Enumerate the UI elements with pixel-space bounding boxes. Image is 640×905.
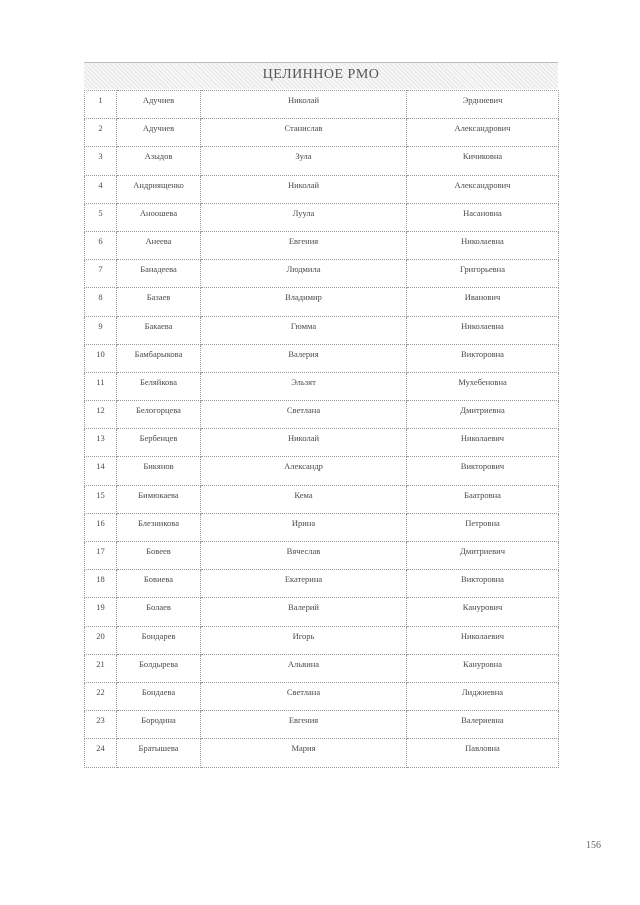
row-number-cell: 11 [85,372,117,400]
first-name-cell: Вячеслав [201,542,407,570]
last-name-cell: Анеева [117,231,201,259]
patronymic-cell: Викторовна [407,344,559,372]
first-name-cell: Владимир [201,288,407,316]
patronymic-cell: Александрович [407,175,559,203]
patronymic-cell: Викторович [407,457,559,485]
first-name-cell: Людмила [201,260,407,288]
last-name-cell: Бондарев [117,626,201,654]
first-name-cell: Луула [201,203,407,231]
last-name-cell: Адучиев [117,91,201,119]
page-number: 156 [586,840,601,851]
last-name-cell: Бакаева [117,316,201,344]
table-row [85,203,559,231]
last-name-cell: Бикянов [117,457,201,485]
first-name-cell: Ирина [201,513,407,541]
table-row [85,401,559,429]
table-row [85,316,559,344]
row-number-cell: 3 [85,147,117,175]
table-row [85,598,559,626]
patronymic-cell: Дмитриевна [407,401,559,429]
first-name-cell: Альвина [201,654,407,682]
first-name-cell: Станислав [201,119,407,147]
table-row [85,513,559,541]
first-name-cell: Игорь [201,626,407,654]
last-name-cell: Адучиев [117,119,201,147]
last-name-cell: Белогорцева [117,401,201,429]
patronymic-cell: Канурович [407,598,559,626]
first-name-cell: Александр [201,457,407,485]
patronymic-cell: Насановна [407,203,559,231]
last-name-cell: Базаев [117,288,201,316]
first-name-cell: Эльзят [201,372,407,400]
row-number-cell: 10 [85,344,117,372]
first-name-cell: Мария [201,739,407,767]
document-title: ЦЕЛИННОЕ РМО [262,67,380,82]
row-number-cell: 17 [85,542,117,570]
row-number-cell: 19 [85,598,117,626]
last-name-cell: Болдырева [117,654,201,682]
table-row [85,231,559,259]
table-row [85,175,559,203]
row-number-cell: 21 [85,654,117,682]
last-name-cell: Бовиева [117,570,201,598]
table-row [85,429,559,457]
table-row [85,626,559,654]
last-name-cell: Андриященко [117,175,201,203]
row-number-cell: 23 [85,711,117,739]
row-number-cell: 14 [85,457,117,485]
last-name-cell: Азыдов [117,147,201,175]
row-number-cell: 6 [85,231,117,259]
table-row [85,570,559,598]
last-name-cell: Братышева [117,739,201,767]
first-name-cell: Светлана [201,682,407,710]
row-number-cell: 8 [85,288,117,316]
first-name-cell: Валерий [201,598,407,626]
first-name-cell: Светлана [201,401,407,429]
row-number-cell: 1 [85,91,117,119]
table-row [85,739,559,767]
row-number-cell: 18 [85,570,117,598]
patronymic-cell: Лиджиевна [407,682,559,710]
row-number-cell: 13 [85,429,117,457]
first-name-cell: Евгения [201,231,407,259]
table-row [85,542,559,570]
roster-table [84,90,559,768]
first-name-cell: Евгения [201,711,407,739]
patronymic-cell: Николаевна [407,231,559,259]
row-number-cell: 16 [85,513,117,541]
row-number-cell: 7 [85,260,117,288]
last-name-cell: Бербенцев [117,429,201,457]
patronymic-cell: Баатровна [407,485,559,513]
table-row [85,654,559,682]
table-row [85,682,559,710]
patronymic-cell: Петровна [407,513,559,541]
patronymic-cell: Кичиковна [407,147,559,175]
patronymic-cell: Григорьевна [407,260,559,288]
row-number-cell: 15 [85,485,117,513]
table-row [85,372,559,400]
patronymic-cell: Мухебеновна [407,372,559,400]
first-name-cell: Николай [201,175,407,203]
last-name-cell: Бимюкаева [117,485,201,513]
row-number-cell: 20 [85,626,117,654]
document-header [84,62,558,89]
table-row [85,288,559,316]
last-name-cell: Бамбарыкова [117,344,201,372]
table-row [85,119,559,147]
row-number-cell: 22 [85,682,117,710]
patronymic-cell: Николаевич [407,626,559,654]
table-row [85,147,559,175]
patronymic-cell: Эрдниевич [407,91,559,119]
table-row [85,457,559,485]
row-number-cell: 4 [85,175,117,203]
table-row [85,485,559,513]
patronymic-cell: Кануровна [407,654,559,682]
table-row [85,711,559,739]
last-name-cell: Блезникова [117,513,201,541]
row-number-cell: 12 [85,401,117,429]
first-name-cell: Зула [201,147,407,175]
patronymic-cell: Дмитриевич [407,542,559,570]
table-row [85,344,559,372]
row-number-cell: 9 [85,316,117,344]
patronymic-cell: Павловна [407,739,559,767]
patronymic-cell: Валериевна [407,711,559,739]
last-name-cell: Болаев [117,598,201,626]
patronymic-cell: Николаевна [407,316,559,344]
last-name-cell: Бородина [117,711,201,739]
row-number-cell: 2 [85,119,117,147]
roster-body [85,91,559,768]
patronymic-cell: Иванович [407,288,559,316]
last-name-cell: Банадеева [117,260,201,288]
last-name-cell: Беляйкова [117,372,201,400]
first-name-cell: Гюмма [201,316,407,344]
first-name-cell: Валерия [201,344,407,372]
last-name-cell: Бондаева [117,682,201,710]
patronymic-cell: Николаевич [407,429,559,457]
patronymic-cell: Александрович [407,119,559,147]
table-row [85,91,559,119]
first-name-cell: Кема [201,485,407,513]
patronymic-cell: Викторовна [407,570,559,598]
table-row [85,260,559,288]
last-name-cell: Бовеев [117,542,201,570]
first-name-cell: Екатерина [201,570,407,598]
first-name-cell: Николай [201,91,407,119]
row-number-cell: 5 [85,203,117,231]
last-name-cell: Аноошева [117,203,201,231]
row-number-cell: 24 [85,739,117,767]
first-name-cell: Николай [201,429,407,457]
